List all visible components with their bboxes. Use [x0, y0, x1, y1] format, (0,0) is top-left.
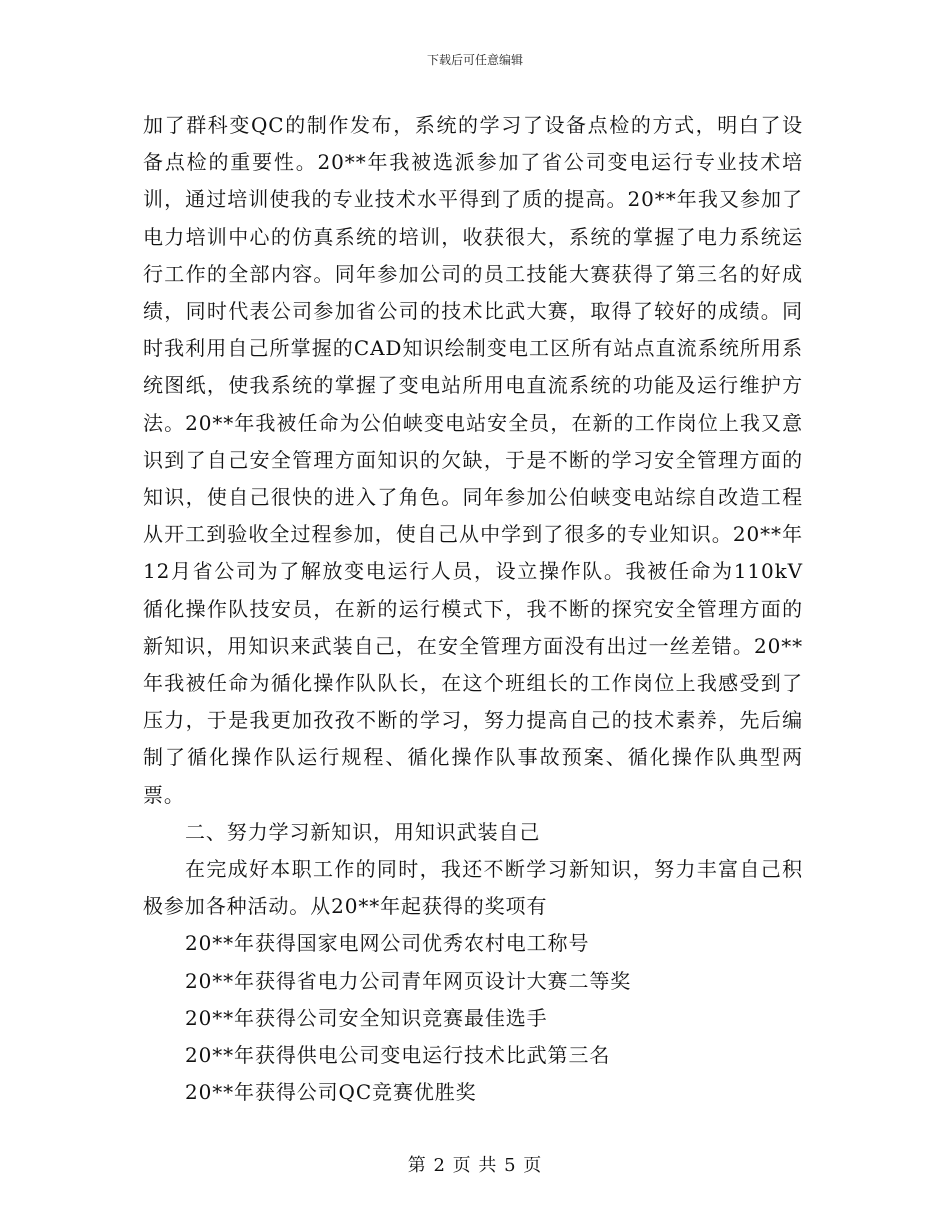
body-paragraph: 在完成好本职工作的同时，我还不断学习新知识，努力丰富自己积极参加各种活动。从20**年起获得的奖项有 [143, 857, 803, 919]
section-heading: 二、努力学习新知识，用知识武装自己 [185, 819, 541, 844]
award-item: 20**年获得省电力公司青年网页设计大赛二等奖 [185, 968, 632, 993]
body-paragraph: 加了群科变QC的制作发布，系统的学习了设备点检的方式，明白了设备点检的重要性。20**年我被选派参加了省公司变电运行专业技术培训，通过培训使我的专业技术水平得到了质的提高。20**年我又参加了电力培训中心的仿真系统的培训，收获很大，系统的掌握了电力系统运行工作的全部内容。同年参加公司的员工技能大赛获得了第三名的好成绩，同时代表公司参加省公司的技术比武大赛，取得了较好的成绩。同时我利用自己所掌握的CAD知识绘制变电工区所有站点直流系统所用系统图纸，使我系统的掌握了变电站所用电直流系统的功能及运行维护方法。20**年我被任命为公伯峡变电站安全员，在新的工作岗位上我又意识到了自己安全管理方面知识的欠缺，于是不断的学习安全管理方面的知识，使自己很快的进入了角色。同年参加公伯峡变电站综自改造工程从开工到验收全过程参加，使自己从中学到了很多的专业知识。20**年12月省公司为了解放变电运行人员，设立操作队。我被任命为110kV循化操作队技安员，在新的运行模式下，我不断的探究安全管理方面的新知识，用知识来武装自己，在安全管理方面没有出过一丝差错。20**年我被任命为循化操作队队长，在这个班组长的工作岗位上我感受到了压力，于是我更加孜孜不断的学习，努力提高自己的技术素养，先后编制了循化操作队运行规程、循化操作队事故预案、循化操作队典型两票。 [143, 113, 803, 807]
award-item: 20**年获得公司QC竞赛优胜奖 [185, 1080, 477, 1105]
page-header: 下载后可任意编辑 [426, 53, 523, 67]
award-item: 20**年获得国家电网公司优秀农村电工称号 [185, 931, 590, 956]
page-number: 第 2 页 共 5 页 [407, 1155, 543, 1176]
award-item: 20**年获得供电公司变电运行技术比武第三名 [185, 1043, 611, 1068]
document-body [143, 107, 803, 1111]
award-item: 20**年获得公司安全知识竞赛最佳选手 [185, 1005, 548, 1030]
